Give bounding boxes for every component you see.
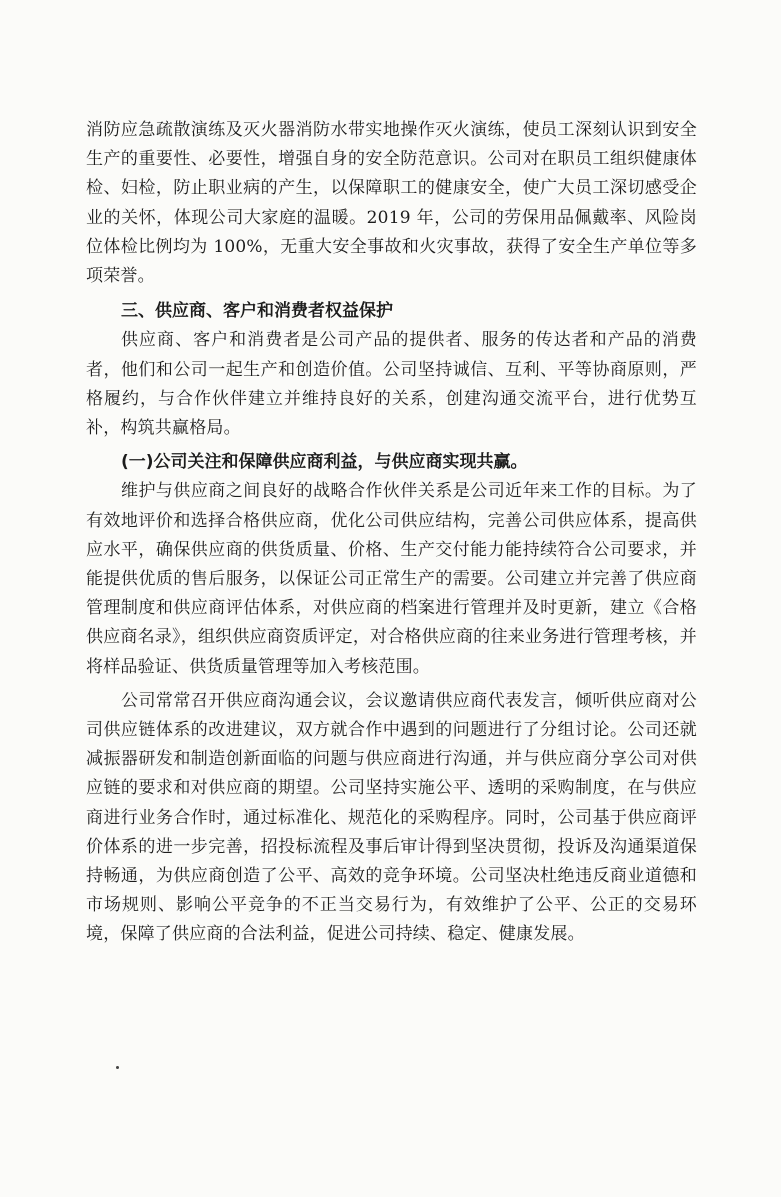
section-heading-3: 三、供应商、客户和消费者权益保护	[121, 301, 393, 322]
paragraph-supplier-communication: 公司常常召开供应商沟通会议，会议邀请供应商代表发言，倾听供应商对公司供应链体系的改进建议，双方就合作中遇到的问题进行了分组讨论。公司还就减振器研发和制造创新面临的问题与供应商进行沟通，并与供应商分享公司对供应链的要求和对供应商的期望。公司坚持实施公平、透明的采购制度，在与供应商进行业务合作时，通过标准化、规范化的采购程序。同时，公司基于供应商评价体系的进一步完善，招投标流程及事后审计得到坚决贯彻，投诉及沟通渠道保持畅通，为供应商创造了公平、高效的竞争环境。公司坚决杜绝违反商业道德和市场规则、影响公平竞争的不正当交易行为，有效维护了公平、公正的交易环境，保障了供应商的合法利益，促进公司持续、稳定、健康发展。	[86, 690, 697, 945]
paragraph-stakeholders: 供应商、客户和消费者是公司产品的提供者、服务的传达者和产品的消费者，他们和公司一起生产和创造价值。公司坚持诚信、互利、平等协商原则，严格履约，与合作伙伴建立并维持良好的关系，创建沟通交流平台，进行优势互补，构筑共赢格局。	[86, 330, 697, 439]
scan-speck	[116, 1066, 119, 1069]
paragraph-safety-drills: 消防应急疏散演练及灭火器消防水带实地操作灭火演练，使员工深刻认识到安全生产的重要性、必要性，增强自身的安全防范意识。公司对在职员工组织健康体检、妇检，防止职业病的产生，以保障职工的健康安全，使广大员工深切感受企业的关怀，体现公司大家庭的温暖。2019 年，公司的劳保用品佩戴率、风险岗位体检比例均为 100%，无重大安全事故和火灾事故，获得了安全生产单位等多项荣誉。	[86, 120, 697, 287]
subsection-heading-1: (一)公司关注和保障供应商利益，与供应商实现共赢。	[121, 452, 528, 473]
paragraph-supplier-partnership: 维护与供应商之间良好的战略合作伙伴关系是公司近年来工作的目标。为了有效地评价和选择合格供应商，优化公司供应结构，完善公司供应体系，提高供应水平，确保供应商的供货质量、价格、生产交付能力能持续符合公司要求，并能提供优质的售后服务，以保证公司正常生产的需要。公司建立并完善了供应商管理制度和供应商评估体系，对供应商的档案进行管理并及时更新，建立《合格供应商名录》，组织供应商资质评定，对合格供应商的往来业务进行管理考核，并将样品验证、供货质量管理等加入考核范围。	[86, 481, 697, 677]
